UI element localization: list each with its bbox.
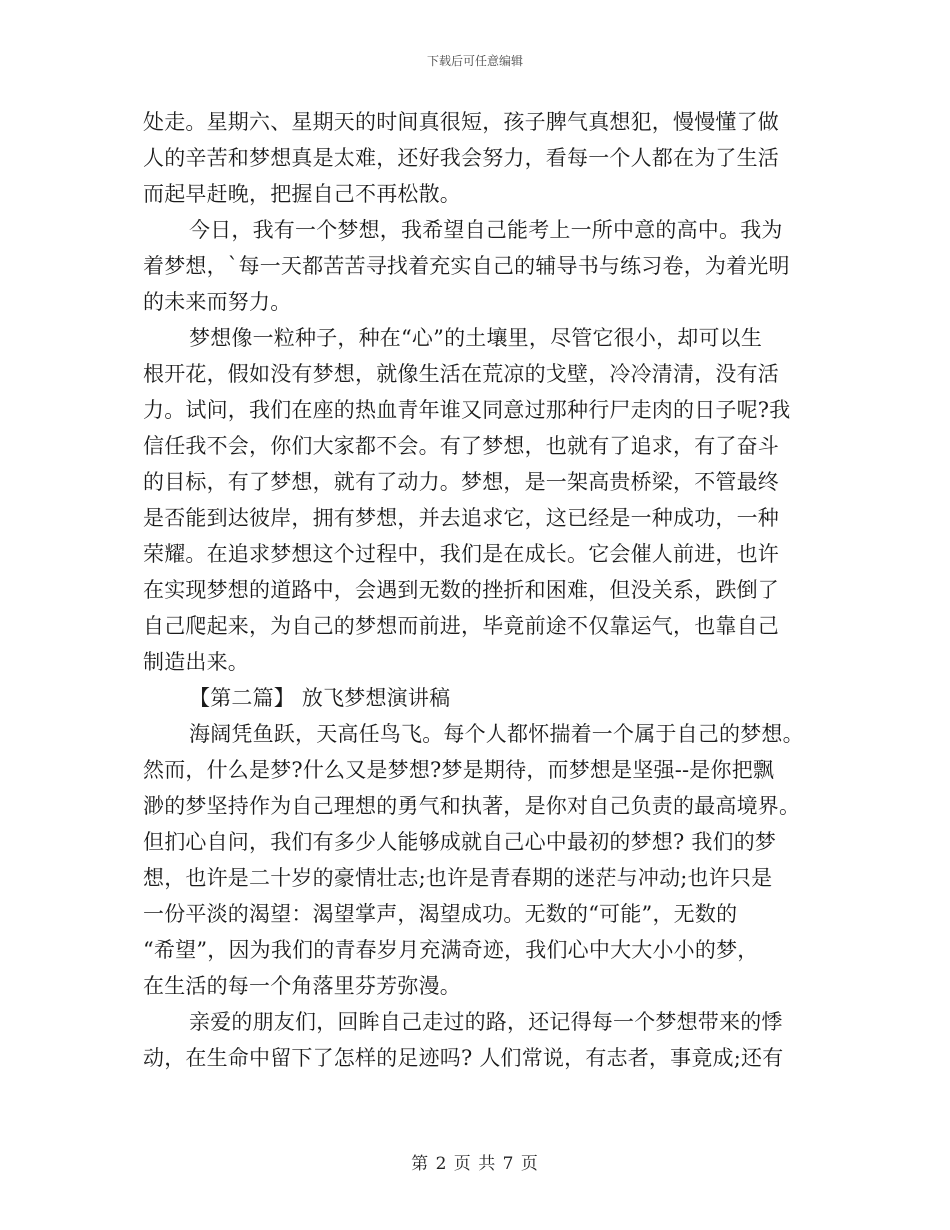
text-line: 的目标，有了梦想，就有了动力。梦想，是一架高贵桥梁，不管最终 [143,470,779,494]
page-number-footer: 第 2 页 共 7 页 [411,1154,539,1174]
text-line: 而起早赶晚，把握自己不再松散。 [143,182,461,206]
text-line: 梦想像一粒种子，种在“心”的土壤里，尽管它很小，却可以生 [189,326,763,350]
page-header: 下载后可任意编辑 [426,54,523,68]
text-line: 在实现梦想的道路中，会遇到无数的挫折和困难，但没关系，跌倒了 [143,578,779,602]
text-line: 一份平淡的渴望：渴望掌声，渴望成功。无数的“可能”，无数的 [143,902,738,926]
text-line: 亲爱的朋友们，回眸自己走过的路，还记得每一个梦想带来的悸 [189,1010,783,1034]
text-line: 人的辛苦和梦想真是太难，还好我会努力，看每一个人都在为了生活 [143,146,779,170]
text-line: 海阔凭鱼跃，天高任鸟飞。每个人都怀揣着一个属于自己的梦想。 [189,722,804,746]
text-line: 在生活的每一个角落里芬芳弥漫。 [143,974,461,998]
text-line: 着梦想，`每一天都苦苦寻找着充实自己的辅导书与练习卷，为着光明 [143,254,790,278]
text-line: 信任我不会，你们大家都不会。有了梦想，也就有了追求，有了奋斗 [143,434,779,458]
text-line: 是否能到达彼岸，拥有梦想，并去追求它，这已经是一种成功，一种 [143,506,779,530]
text-line: 根开花，假如没有梦想，就像生活在荒凉的戈壁，冷冷清清，没有活 [143,362,779,386]
text-line: 渺的梦坚持作为自己理想的勇气和执著，是你对自己负责的最高境界。 [143,794,801,818]
text-line: 想，也许是二十岁的豪情壮志;也许是青春期的迷茫与冲动;也许只是 [143,866,773,890]
text-line: 【第二篇】 放飞梦想演讲稿 [189,686,451,710]
text-line: 荣耀。在追求梦想这个过程中，我们是在成长。它会催人前进，也许 [143,542,779,566]
text-line: 今日，我有一个梦想，我希望自己能考上一所中意的高中。我为 [189,218,783,242]
text-line: 但扪心自问，我们有多少人能够成就自己心中最初的梦想? 我们的梦 [143,830,777,854]
text-line: 然而，什么是梦?什么又是梦想?梦是期待，而梦想是坚强--是你把飘 [143,758,775,782]
text-line: 制造出来。 [143,650,249,674]
document-body [143,104,813,1076]
text-line: 的未来而努力。 [143,290,292,314]
text-line: 动，在生命中留下了怎样的足迹吗? 人们常说，有志者，事竟成;还有 [143,1046,784,1070]
text-line: “希望”，因为我们的青春岁月充满奇迹，我们心中大大小小的梦， [143,938,759,962]
text-line: 处走。星期六、星期天的时间真很短，孩子脾气真想犯，慢慢懂了做 [143,110,779,134]
text-line: 自己爬起来，为自己的梦想而前进，毕竟前途不仅靠运气，也靠自己 [143,614,779,638]
text-line: 力。试问，我们在座的热血青年谁又同意过那种行尸走肉的日子呢?我 [143,398,791,422]
